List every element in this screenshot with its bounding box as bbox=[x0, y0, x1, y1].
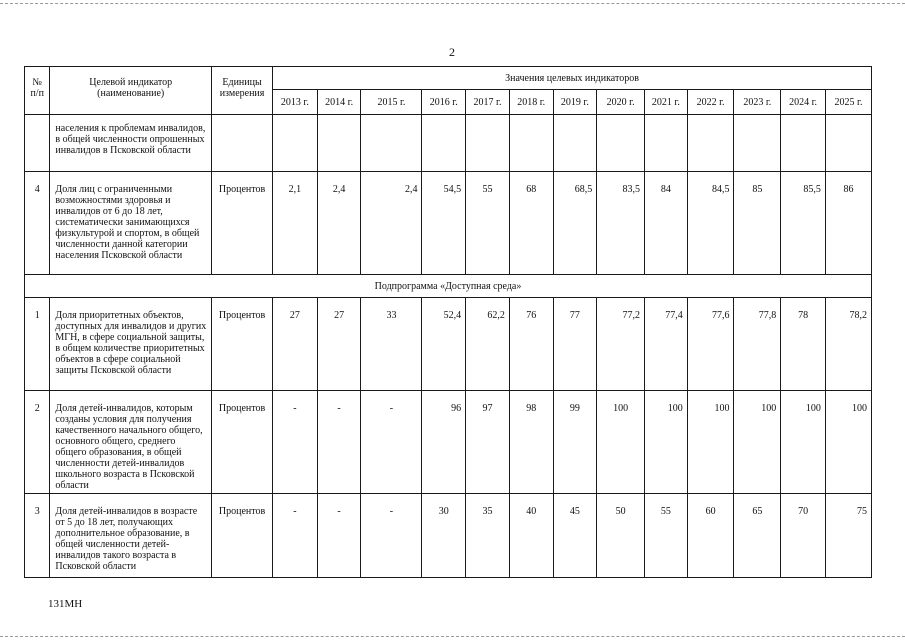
row-value: 100 bbox=[734, 391, 781, 494]
row-value: 100 bbox=[597, 391, 645, 494]
row-value: 2,1 bbox=[273, 172, 318, 275]
header-row bbox=[25, 67, 872, 90]
row-unit: Процентов bbox=[212, 298, 273, 391]
row-indicator-name: Доля детей-инвалидов в возрасте от 5 до 18 лет, получающих дополнительное образование, в общей численности детей-инвалидов такого возраста в Псковской области bbox=[50, 494, 212, 578]
year-header: 2014 г. bbox=[317, 90, 361, 115]
row-value: 98 bbox=[509, 391, 553, 494]
row-unit bbox=[212, 115, 273, 172]
row-value: 78,2 bbox=[825, 298, 871, 391]
header-values-title: Значения целевых индикаторов bbox=[273, 67, 872, 90]
footer-document-code: 131МН bbox=[48, 598, 83, 610]
row-value bbox=[273, 115, 318, 172]
row-value bbox=[509, 115, 553, 172]
row-value: - bbox=[361, 494, 422, 578]
table-row bbox=[25, 115, 872, 172]
row-value: 33 bbox=[361, 298, 422, 391]
row-value: 76 bbox=[509, 298, 553, 391]
row-num: 1 bbox=[25, 298, 50, 391]
year-header: 2019 г. bbox=[553, 90, 597, 115]
row-value: 45 bbox=[553, 494, 597, 578]
header-num: № п/п bbox=[25, 67, 50, 115]
row-value: 83,5 bbox=[597, 172, 645, 275]
row-value: 97 bbox=[466, 391, 510, 494]
row-value: 77,8 bbox=[734, 298, 781, 391]
row-value: 50 bbox=[597, 494, 645, 578]
page-number: 2 bbox=[449, 45, 455, 59]
row-value: - bbox=[273, 391, 318, 494]
row-value: 55 bbox=[645, 494, 688, 578]
row-value: 86 bbox=[825, 172, 871, 275]
row-value: - bbox=[317, 391, 361, 494]
row-num: 2 bbox=[25, 391, 50, 494]
row-value bbox=[361, 115, 422, 172]
row-value bbox=[645, 115, 688, 172]
year-header: 2021 г. bbox=[645, 90, 688, 115]
year-header: 2023 г. bbox=[734, 90, 781, 115]
year-header: 2016 г. bbox=[422, 90, 466, 115]
year-header: 2013 г. bbox=[273, 90, 318, 115]
table-row bbox=[25, 172, 872, 275]
row-value: 77 bbox=[553, 298, 597, 391]
row-value: 55 bbox=[466, 172, 510, 275]
row-value: 30 bbox=[422, 494, 466, 578]
year-header: 2024 г. bbox=[781, 90, 826, 115]
row-value bbox=[781, 115, 826, 172]
row-value: 65 bbox=[734, 494, 781, 578]
row-value: 84 bbox=[645, 172, 688, 275]
row-value: 85,5 bbox=[781, 172, 826, 275]
year-header: 2022 г. bbox=[687, 90, 734, 115]
row-indicator-name: населения к проблемам инвалидов, в общей численности опрошенных инвалидов в Псковской области bbox=[50, 115, 212, 172]
table-row bbox=[25, 391, 872, 494]
row-value: 84,5 bbox=[687, 172, 734, 275]
subprogram-title: Подпрограмма «Доступная среда» bbox=[25, 275, 872, 298]
row-num: 4 bbox=[25, 172, 50, 275]
row-value: 77,4 bbox=[645, 298, 688, 391]
row-value: 68,5 bbox=[553, 172, 597, 275]
row-indicator-name: Доля приоритетных объектов, доступных для инвалидов и других МГН, в сфере социальной защиты, в общем количестве приоритетных объектов в сфере социальной защиты Псковской области bbox=[50, 298, 212, 391]
row-value: 60 bbox=[687, 494, 734, 578]
row-value: 27 bbox=[273, 298, 318, 391]
row-value: 77,2 bbox=[597, 298, 645, 391]
table-row bbox=[25, 494, 872, 578]
row-value: 68 bbox=[509, 172, 553, 275]
row-value: 100 bbox=[781, 391, 826, 494]
row-value: 77,6 bbox=[687, 298, 734, 391]
row-indicator-name: Доля лиц с ограниченными возможностями здоровья и инвалидов от 6 до 18 лет, систематически занимающихся физкультурой и спортом, в общей численности данной категории населения Псковской области bbox=[50, 172, 212, 275]
row-value: - bbox=[273, 494, 318, 578]
header-indicator: Целевой индикатор (наименование) bbox=[50, 67, 212, 115]
row-value: 78 bbox=[781, 298, 826, 391]
row-value: - bbox=[361, 391, 422, 494]
row-value bbox=[422, 115, 466, 172]
row-unit: Процентов bbox=[212, 494, 273, 578]
row-value bbox=[553, 115, 597, 172]
row-value: 70 bbox=[781, 494, 826, 578]
row-value: 62,2 bbox=[466, 298, 510, 391]
row-value: 100 bbox=[687, 391, 734, 494]
row-value: 100 bbox=[645, 391, 688, 494]
year-header: 2017 г. bbox=[466, 90, 510, 115]
header-unit: Единицы измерения bbox=[212, 67, 273, 115]
row-value bbox=[597, 115, 645, 172]
year-header: 2018 г. bbox=[509, 90, 553, 115]
year-header: 2015 г. bbox=[361, 90, 422, 115]
row-value: 40 bbox=[509, 494, 553, 578]
row-unit: Процентов bbox=[212, 172, 273, 275]
scan-edge-top bbox=[0, 3, 905, 4]
row-indicator-name: Доля детей-инвалидов, которым созданы условия для получения качественного начального общего, основного общего, среднего общего образования, в общей численности детей-инвалидов школьного возраста в Псковской области bbox=[50, 391, 212, 494]
row-value: 96 bbox=[422, 391, 466, 494]
table-row bbox=[25, 298, 872, 391]
row-value bbox=[317, 115, 361, 172]
row-value bbox=[687, 115, 734, 172]
row-value: - bbox=[317, 494, 361, 578]
row-value bbox=[734, 115, 781, 172]
row-unit: Процентов bbox=[212, 391, 273, 494]
row-value: 2,4 bbox=[361, 172, 422, 275]
row-value: 35 bbox=[466, 494, 510, 578]
row-value: 75 bbox=[825, 494, 871, 578]
row-value: 85 bbox=[734, 172, 781, 275]
year-header: 2025 г. bbox=[825, 90, 871, 115]
row-value: 27 bbox=[317, 298, 361, 391]
row-value: 2,4 bbox=[317, 172, 361, 275]
row-value bbox=[825, 115, 871, 172]
year-header: 2020 г. bbox=[597, 90, 645, 115]
scan-edge-bottom bbox=[0, 636, 905, 637]
row-num: 3 bbox=[25, 494, 50, 578]
row-value: 100 bbox=[825, 391, 871, 494]
row-value: 52,4 bbox=[422, 298, 466, 391]
indicators-table bbox=[24, 66, 872, 578]
row-value: 54,5 bbox=[422, 172, 466, 275]
row-value bbox=[466, 115, 510, 172]
subprogram-row bbox=[25, 275, 872, 298]
row-num bbox=[25, 115, 50, 172]
row-value: 99 bbox=[553, 391, 597, 494]
